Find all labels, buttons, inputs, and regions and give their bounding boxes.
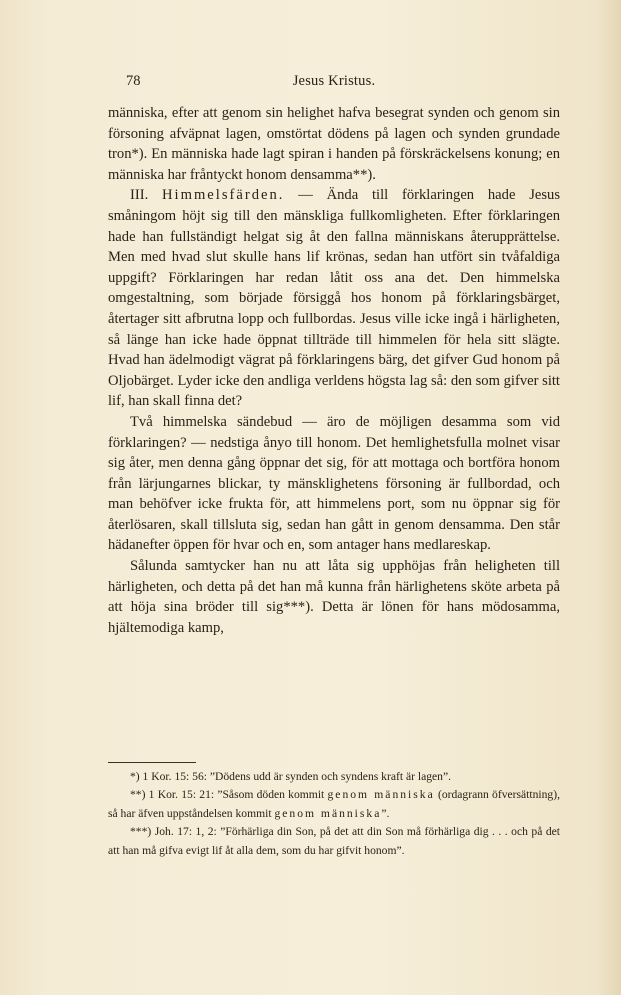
footnote-text: ”. — [381, 806, 390, 820]
section-title: Himmelsfärden. — [162, 187, 285, 204]
footnote-emphasis: genom människa — [274, 806, 382, 820]
section-number: III. — [130, 187, 149, 204]
paragraph: Två himmelska sändebud — äro de möjligen desamma som vid förklaringen? — nedstiga ånyo till honom. Det hemlighetsfulla molnet visar sig åter, men denna gång öppnar det sig, för att mottaga och bortföra honom från lärjungarnes blickar, ty mänsklighetens försoning är fullbordad, och man behöfver icke frukta för, att himmelens port, som nu öppnar sig för återlösaren, skall tillsluta sig, sedan han gått in genom densamma. Den står hädanefter öppen för hvar och en, som antager hans medlareskap. — [108, 413, 560, 554]
footnote-text: **) 1 Kor. 15: 21: ”Såsom döden kommit — [130, 788, 325, 802]
footnote-text: (ordagrann öfversättning), så har äfven uppståndelsen kommit — [108, 788, 560, 820]
footnotes — [108, 768, 560, 860]
paragraph-text: — Ända till förklaringen hade Jesus småningom höjt sig till den mänskliga fullkomligheten. Efter förklaringen hade han fullständigt helgat sig åt den fallna människans återupprättelse. Men med hvad slut skulle hans lif krönas, sedan han utfört sin tvåfaldiga uppgift? Förklaringen har redan låtit oss ana det. Den himmelska omgestaltning, som började försiggå hos honom på förklaringsbärget, återtager sitt afbrutna lopp och fullbordas. Jesus ville icke ingå i härligheten, så länge han icke hade öppnat tillträde till himmelen för hela sitt slägte. Hvad han ädelmodigt vägrat på förklaringens bärg, det gifver Gud honom på Oljobärget. Lyder icke den andliga verldens högsta lag så: den som gifver sitt lif, han skall finna det? — [108, 187, 561, 410]
footnote-rule — [108, 762, 196, 763]
footnote: *) 1 Kor. 15: 56: ”Dödens udd är synden och syndens kraft är lagen”. — [130, 770, 452, 783]
main-text — [108, 103, 560, 638]
section-heading-paragraph — [108, 185, 560, 412]
footnote — [108, 786, 560, 823]
footnote: ***) Joh. 17: 1, 2: ”Förhärliga din Son, på det att din Son må förhärliga dig . . . och på det att han må gifva evigt lif åt alla dem, som du har gifvit honom”. — [108, 825, 560, 857]
page-number: 78 — [126, 73, 141, 89]
paragraph: Sålunda samtycker han nu att låta sig upphöjas från heligheten till härligheten, och detta på det han må kunna från härlighetens sköte arbeta på att höja sina bröder till sig***). Detta är lönen för hans mödosamma, hjältemodiga kamp, — [108, 558, 560, 636]
footnote-emphasis: genom människa — [327, 788, 435, 802]
running-title: Jesus Kristus. — [292, 73, 376, 89]
paragraph: människa, efter att genom sin helighet hafva besegrat synden och genom sin försoning afväpnat lagen, omstörtat dödens på lagen och synden grundade tron*). En människa hade lagt spiran i handen på förskräckelsens konung; en människa har fråntyckt honom densamma**). — [108, 105, 560, 183]
page-header — [108, 73, 560, 93]
